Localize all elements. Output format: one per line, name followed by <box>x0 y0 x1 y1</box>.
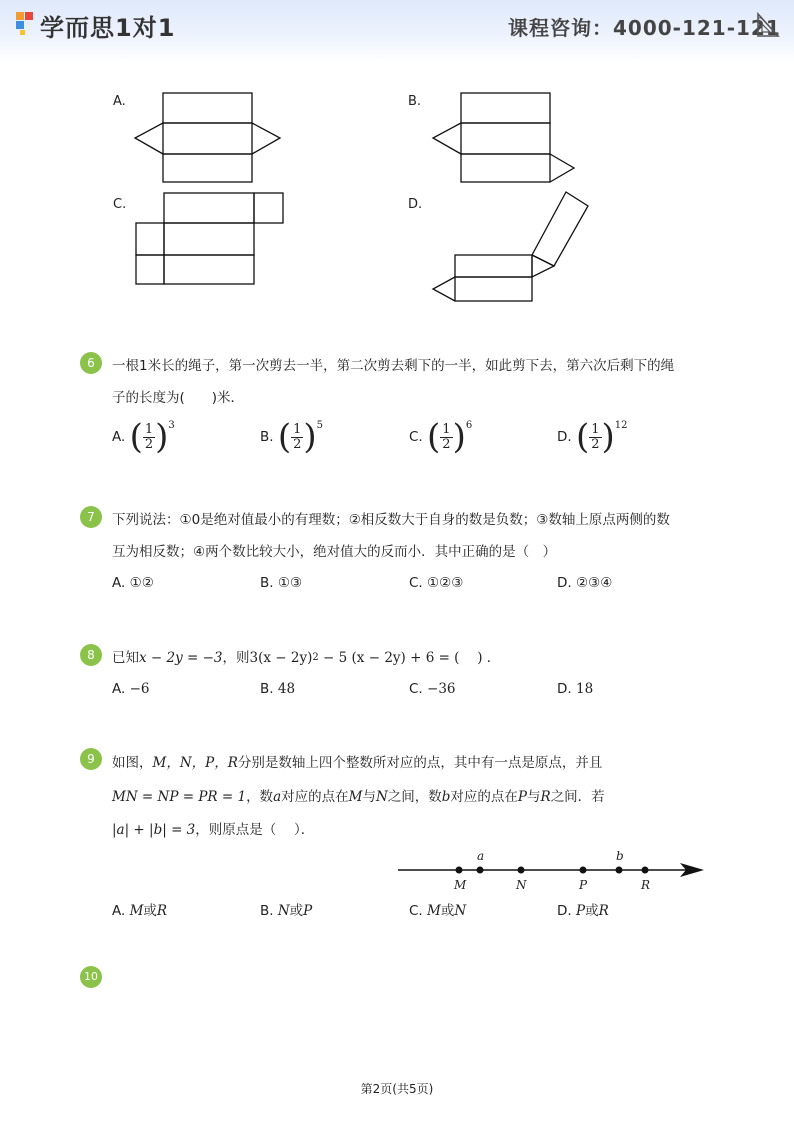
q9-option-c[interactable] <box>409 899 466 919</box>
q8-expression-part2: − 5 (x − 2y) + 6 = ( ) ． <box>318 650 501 666</box>
ruler-icon <box>756 12 780 38</box>
q5-option-c-label: C. <box>113 197 127 212</box>
point-R <box>642 867 649 874</box>
logo-icon <box>14 10 36 36</box>
numerator: 1 <box>293 421 302 437</box>
q8-option-c-label: C. <box>409 681 423 697</box>
q9-l2-f: 与 <box>362 789 376 805</box>
q9-l2-n: 之间．若 <box>550 789 605 805</box>
numerator: 1 <box>591 421 600 437</box>
label-R: R <box>641 878 651 892</box>
q10-number-badge: 10 <box>80 966 102 988</box>
q8-prefix: 已知 <box>112 650 139 666</box>
q8-option-a-text: −6 <box>129 681 150 697</box>
q9-text-line3 <box>112 820 314 840</box>
q8-option-a[interactable] <box>112 681 150 697</box>
q7-option-b[interactable] <box>260 575 302 591</box>
left-paren: ( <box>575 417 590 457</box>
q9-l2-j: 对应的点在 <box>450 789 518 805</box>
denominator: 2 <box>144 436 154 452</box>
q5-net-b <box>433 93 574 182</box>
q9-option-b[interactable] <box>260 899 312 919</box>
q9-text-line1 <box>112 753 602 773</box>
q8-option-c-text: −36 <box>427 681 456 697</box>
point-N <box>518 867 525 874</box>
q8-expression-part1: 3(x − 2y) <box>249 650 313 666</box>
q9-option-a-p2: R <box>156 903 168 919</box>
q7-option-a-text: ①② <box>129 575 154 591</box>
left-paren: ( <box>427 417 441 457</box>
q8-option-a-label: A. <box>112 681 126 697</box>
q8-option-b-label: B. <box>260 681 274 697</box>
q6-option-b[interactable] <box>260 417 324 457</box>
q9-option-d-p2: R <box>598 903 609 919</box>
q9-text-line2 <box>112 787 605 807</box>
q8-exponent: 2 <box>312 652 319 663</box>
q8-option-d[interactable] <box>557 681 593 697</box>
q9-l3-equation: |a| + |b| = 3 <box>112 822 196 838</box>
label-P: P <box>579 878 588 892</box>
q9-option-b-or: 或 <box>289 903 304 919</box>
q7-option-a-label: A. <box>112 575 126 591</box>
q9-option-b-label: B. <box>260 903 274 919</box>
q9-l2-h: 之间，数 <box>387 789 442 805</box>
q7-text-line2: 互为相反数；④两个数比较大小，绝对值大的反而小．其中正确的是（ ） <box>112 544 557 560</box>
denominator: 2 <box>293 436 302 452</box>
q8-condition: x − 2y = −3 <box>139 650 223 666</box>
point-a <box>477 867 484 874</box>
q6-option-d[interactable] <box>557 417 628 457</box>
q5-net-d <box>433 192 588 301</box>
label-N: N <box>516 878 527 892</box>
point-b <box>616 867 623 874</box>
q9-l3-b: ，则原点是（ ）． <box>195 822 315 838</box>
q6-text-line1: 一根1米长的绳子，第一次剪去一半，第二次剪去剩下的一半，如此剪下去，第六次后剩下的绳 <box>112 358 675 374</box>
q9-l1-c: 分别是数轴上四个整数所对应的点，其中有一点是原点，并且 <box>237 755 603 771</box>
q9-l1-a: 如图， <box>112 755 153 771</box>
page-footer: 第2页(共5页) <box>360 1082 434 1096</box>
q9-number-line <box>390 848 710 894</box>
point-M <box>456 867 463 874</box>
q8-mid: ，则 <box>222 650 250 666</box>
q6-number-badge: 6 <box>80 352 102 374</box>
q7-option-b-label: B. <box>260 575 274 591</box>
exponent: 6 <box>465 420 473 431</box>
q5-option-a-label: A. <box>113 94 126 109</box>
q9-option-a[interactable] <box>112 899 167 919</box>
q9-option-c-p2: N <box>454 903 467 919</box>
q9-l2-R: R <box>540 789 551 805</box>
q9-l2-equation: MN = NP = PR = 1 <box>112 789 247 805</box>
right-paren: ) <box>303 417 317 457</box>
right-paren: ) <box>155 417 169 457</box>
q6-option-d-label: D. <box>557 429 572 445</box>
denominator: 2 <box>442 436 451 452</box>
q5-net-c <box>136 193 283 284</box>
q9-l2-l: 与 <box>527 789 541 805</box>
brand-name: 学而思1对1 <box>40 14 176 42</box>
q7-option-d[interactable] <box>557 575 612 591</box>
q9-option-b-p2: P <box>303 903 313 919</box>
q7-option-d-label: D. <box>557 575 572 591</box>
q9-option-d-or: 或 <box>585 903 599 919</box>
q9-option-a-or: 或 <box>143 903 157 919</box>
q7-option-c-label: C. <box>409 575 423 591</box>
q7-option-d-text: ②③④ <box>575 575 613 591</box>
q9-l2-b: ，数 <box>246 789 274 805</box>
q6-option-a[interactable] <box>112 417 175 457</box>
q9-option-b-p1: N <box>277 903 290 919</box>
fraction <box>143 423 155 452</box>
numerator: 1 <box>144 421 154 437</box>
q8-option-c[interactable] <box>409 681 456 697</box>
q9-l2-d: 对应的点在 <box>281 789 349 805</box>
q8-option-d-text: 18 <box>575 681 594 697</box>
q6-option-c-label: C. <box>409 429 423 445</box>
q6-text-line2: 子的长度为( )米． <box>112 390 245 406</box>
fraction <box>291 423 303 452</box>
fraction <box>440 423 452 452</box>
q6-option-c[interactable] <box>409 417 473 457</box>
numerator: 1 <box>442 421 451 437</box>
q9-l2-P: P <box>517 789 528 805</box>
q6-option-a-label: A. <box>112 429 126 445</box>
fraction <box>589 423 601 452</box>
q5-option-b-label: B. <box>408 94 422 109</box>
exponent: 12 <box>614 420 628 431</box>
q7-option-b-text: ①③ <box>277 575 303 591</box>
q9-number-badge: 9 <box>80 748 102 770</box>
q8-text <box>112 648 500 668</box>
q7-text-line1: 下列说法：①0是绝对值最小的有理数；②相反数大于自身的数是负数；③数轴上原点两侧的数 <box>112 512 670 528</box>
page-header <box>0 0 794 62</box>
q9-option-c-p1: M <box>427 903 441 919</box>
exponent: 5 <box>316 420 324 431</box>
q9-l2-b-var: b <box>441 789 451 805</box>
q9-l2-N: N <box>375 789 388 805</box>
q9-l1-points: M，N，P，R <box>152 755 238 771</box>
denominator: 2 <box>591 436 600 452</box>
q6-option-b-label: B. <box>260 429 274 445</box>
q9-option-c-label: C. <box>409 903 423 919</box>
q7-option-a[interactable] <box>112 575 154 591</box>
q5-nets-figure <box>0 80 794 310</box>
q7-option-c[interactable] <box>409 575 463 591</box>
q5-net-a <box>135 93 280 182</box>
q7-option-c-text: ①②③ <box>427 575 464 591</box>
left-paren: ( <box>277 417 292 457</box>
q9-option-a-p1: M <box>129 903 144 919</box>
q9-l2-M: M <box>348 789 363 805</box>
q9-l2-a-var: a <box>273 789 282 805</box>
label-a: a <box>477 849 485 863</box>
q7-number-badge: 7 <box>80 506 102 528</box>
q9-option-a-label: A. <box>112 903 126 919</box>
left-paren: ( <box>129 417 143 457</box>
exponent: 3 <box>168 420 175 431</box>
q5-option-d-label: D. <box>408 197 423 212</box>
q9-option-d[interactable] <box>557 899 609 919</box>
q9-option-d-label: D. <box>557 903 572 919</box>
q8-option-b[interactable] <box>260 681 295 697</box>
q9-option-c-or: 或 <box>440 903 455 919</box>
course-hotline: 课程咨询：4000-121-121 <box>508 16 781 40</box>
label-M: M <box>454 878 467 892</box>
label-b: b <box>616 849 624 863</box>
q8-number-badge: 8 <box>80 644 102 666</box>
right-paren: ) <box>452 417 466 457</box>
q8-option-b-text: 48 <box>277 681 296 697</box>
q8-option-d-label: D. <box>557 681 572 697</box>
point-P <box>580 867 587 874</box>
q9-option-d-p1: P <box>575 903 586 919</box>
right-paren: ) <box>601 417 615 457</box>
